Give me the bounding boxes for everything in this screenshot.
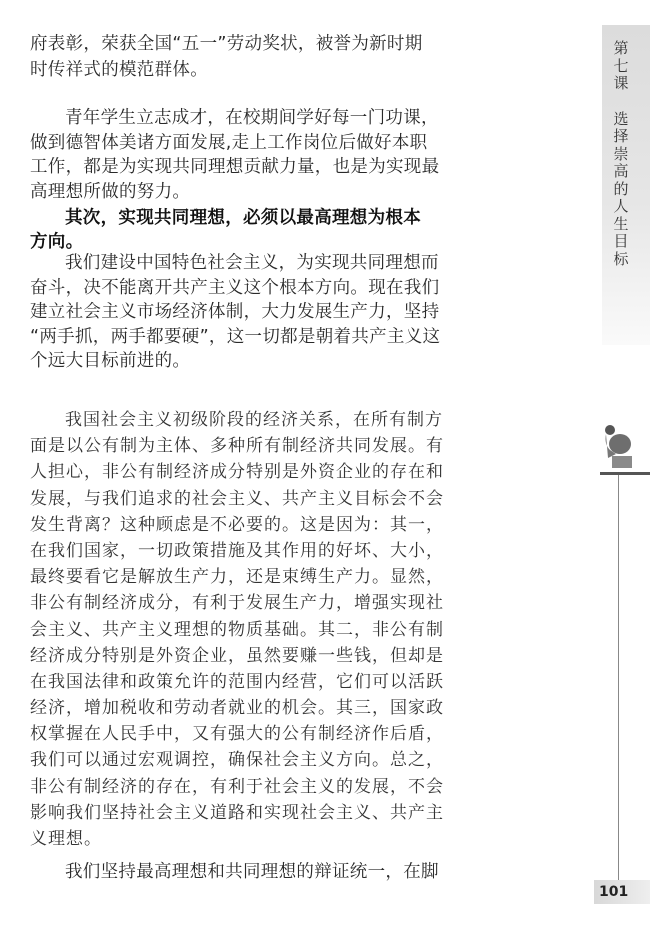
text-line: 高理想所做的努力。 xyxy=(30,181,191,202)
text-line: 个远大目标前进的。 xyxy=(30,351,191,371)
paragraph-1 xyxy=(30,32,423,83)
text-line: 我国社会主义初级阶段的经济关系，在所有制方 xyxy=(65,410,443,430)
reading-box xyxy=(30,407,444,852)
text-line: 其次，实现共同理想，必须以最高理想为根本 xyxy=(65,208,421,228)
text-line: 在我们国家，一切政策措施及其作用的好坏、大小， xyxy=(30,540,444,561)
margin-divider xyxy=(600,472,650,475)
margin-rule xyxy=(618,475,619,880)
chapter-side-title xyxy=(612,40,630,268)
text-line: 义理想。 xyxy=(30,829,102,849)
text-line: 经济成分特别是外资企业，虽然要赚一些钱，但却是 xyxy=(30,645,444,666)
text-line: 影响我们坚持社会主义道路和实现社会主义、共产主 xyxy=(30,802,444,823)
text-line: 经济，增加税收和劳动者就业的机会。其三，国家政 xyxy=(30,698,444,719)
text-line: 非公有制经济的存在，有利于社会主义的发展，不会 xyxy=(30,776,444,797)
text-line: 我们建设中国特色社会主义，为实现共同理想而 xyxy=(65,253,439,273)
text-line: “两手抓，两手都要硬”，这一切都是朝着共产主义这 xyxy=(30,326,441,347)
text-line: 青年学生立志成才，在校期间学好每一门功课， xyxy=(65,108,439,128)
text-line: 建立社会主义市场经济体制，大力发展生产力，坚持 xyxy=(30,302,440,322)
text-line: 方向。 xyxy=(30,232,84,252)
text-line: 时传祥式的模范群体。 xyxy=(30,59,208,80)
lesson-number: 第七课 xyxy=(613,39,629,92)
text-line: 发展，与我们追求的社会主义、共产主义目标会不会 xyxy=(30,488,444,509)
paragraph-4 xyxy=(30,251,441,374)
text-line: 在我国法律和政策允许的范围内经营，它们可以活跃 xyxy=(30,671,444,692)
text-line: 会主义、共产主义理想的物质基础。其二，非公有制 xyxy=(30,619,444,640)
lesson-title: 选择崇高的人生目标 xyxy=(613,109,629,268)
paragraph-2 xyxy=(30,106,440,204)
text-line: 面是以公有制为主体、多种所有制经济共同发展。有 xyxy=(30,436,444,457)
text-line: 工作，都是为实现共同理想贡献力量，也是为实现最 xyxy=(30,157,440,177)
paragraph-5 xyxy=(30,860,439,885)
text-line: 最终要看它是解放生产力，还是束缚生产力。显然， xyxy=(30,567,444,588)
text-line: 我们坚持最高理想和共同理想的辩证统一，在脚 xyxy=(65,862,439,882)
text-line: 人担心，非公有制经济成分特别是外资企业的存在和 xyxy=(30,462,444,483)
text-line: 奋斗，决不能离开共产主义这个根本方向。现在我们 xyxy=(30,277,440,298)
text-line: 权掌握在人民手中，又有强大的公有制经济作后盾， xyxy=(30,724,444,745)
text-line: 发生背离？这种顾虑是不必要的。这是因为：其一， xyxy=(30,514,444,535)
page-number: 101 xyxy=(594,880,650,904)
text-line: 府表彰，荣获全国“五一”劳动奖状，被誉为新时期 xyxy=(30,34,423,54)
text-line: 非公有制经济成分，有利于发展生产力，增强实现社 xyxy=(30,593,444,614)
thinker-statue-icon xyxy=(598,420,638,470)
text-line: 我们可以通过宏观调控，确保社会主义方向。总之， xyxy=(30,750,444,771)
key-point-paragraph xyxy=(30,206,421,254)
text-line: 做到德智体美诸方面发展,走上工作岗位后做好本职 xyxy=(30,132,428,153)
